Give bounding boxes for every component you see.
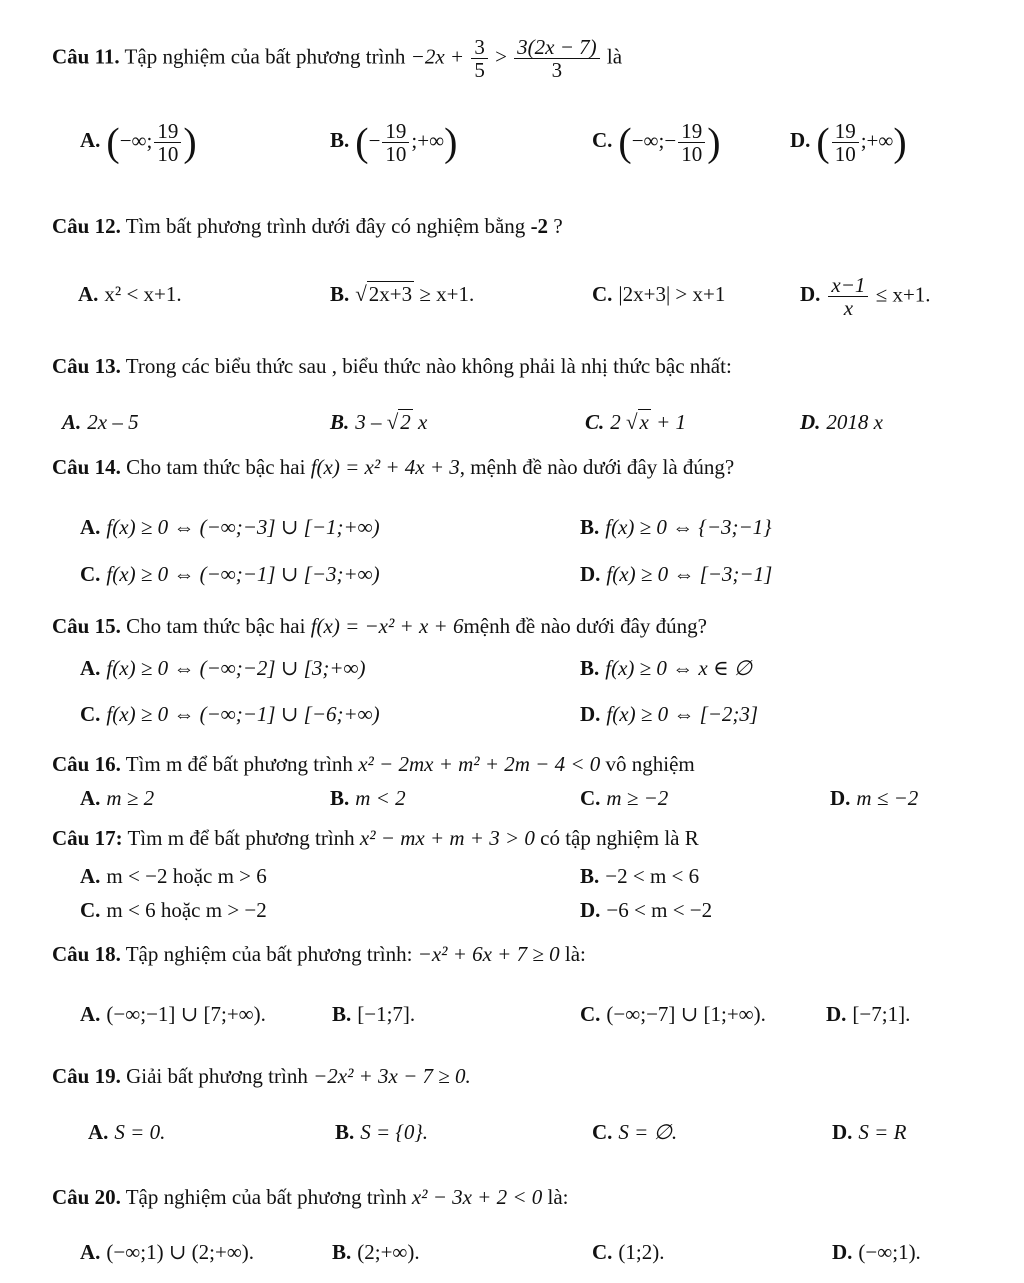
option-b[interactable]: B. 3 – √2 x — [330, 410, 428, 434]
option-d[interactable]: D. f(x) ≥ 0 ⇔ [−2;3] — [580, 702, 759, 726]
option-a[interactable]: A. (−∞;1) ∪ (2;+∞). — [80, 1240, 255, 1264]
option-c[interactable]: C. m < 6 hoặc m > −2 — [80, 898, 267, 922]
math-lhs: −2x + — [410, 44, 470, 69]
option-c[interactable]: C. m ≥ −2 — [580, 786, 669, 810]
option-a[interactable]: A. S = 0. — [88, 1120, 166, 1144]
question-tail: là: — [559, 942, 586, 966]
option-b[interactable]: B. f(x) ≥ 0 ⇔ x ∈ ∅ — [580, 656, 753, 680]
option-c[interactable]: C. |2x+3| > x+1 — [592, 282, 726, 306]
option-d[interactable]: D. f(x) ≥ 0 ⇔ [−3;−1] — [580, 562, 773, 586]
option-b[interactable]: B. √2x+3 ≥ x+1. — [330, 282, 475, 306]
option-d[interactable]: D. −6 < m < −2 — [580, 898, 713, 922]
option-d[interactable]: D. [−7;1]. — [826, 1002, 911, 1026]
question-label: Câu 16. — [52, 752, 121, 776]
option-b[interactable]: B. (2;+∞). — [332, 1240, 420, 1264]
question-label: Câu 14. — [52, 455, 121, 479]
question-label: Câu 12. — [52, 214, 121, 238]
question-text: Giải bất phương trình — [120, 1064, 314, 1088]
option-c[interactable]: C. (−∞;− $\frac{19}{10}$ ) — [592, 119, 721, 167]
fraction: $\frac{3}{5}$ — [471, 36, 488, 81]
option-b[interactable]: B. S = {0}. — [335, 1120, 428, 1144]
option-d[interactable]: D. ( $\frac{19}{10}$ ;+∞) — [790, 119, 907, 167]
option-d[interactable]: D. $\frac{x-1}{x}$ ≤ x+1. — [800, 273, 931, 321]
question-label: Câu 18. — [52, 942, 121, 966]
question-text: Tìm m để bất phương trình — [120, 752, 359, 776]
fraction: $\frac{3(2x - 7)}{3}$ — [514, 36, 599, 81]
question-14 — [52, 455, 994, 480]
math-expression: −x² + 6x + 7 ≥ 0 — [417, 942, 560, 966]
question-label: Câu 13. — [52, 354, 121, 378]
question-tail: có tập nghiệm là R — [534, 826, 699, 850]
option-c[interactable]: C. f(x) ≥ 0 ⇔ (−∞;−1] ∪ [−6;+∞) — [80, 702, 380, 726]
math-expression: x² − 2mx + m² + 2m − 4 < 0 — [358, 752, 601, 776]
option-a[interactable]: A. f(x) ≥ 0 ⇔ (−∞;−2] ∪ [3;+∞) — [80, 656, 366, 680]
question-text: Trong các biểu thức sau , biểu thức nào không phải là nhị thức bậc nhất: — [120, 354, 732, 378]
question-18 — [52, 942, 994, 967]
option-c[interactable]: C. (−∞;−7] ∪ [1;+∞). — [580, 1002, 766, 1026]
option-d[interactable]: D. (−∞;1). — [832, 1240, 921, 1264]
option-a[interactable]: A. m ≥ 2 — [80, 786, 155, 810]
question-11 — [52, 36, 994, 81]
option-a[interactable]: A. 2x – 5 — [62, 410, 139, 434]
question-text: Tập nghiệm của bất phương trình — [120, 1185, 412, 1209]
option-b[interactable]: B. (− $\frac{19}{10}$ ;+∞) — [330, 119, 458, 167]
question-13 — [52, 354, 994, 379]
math-operator: > — [489, 44, 513, 69]
option-d[interactable]: D. 2018 x — [800, 410, 883, 434]
question-label: Câu 20. — [52, 1185, 121, 1209]
question-text: Cho tam thức bậc hai — [120, 614, 311, 638]
option-b[interactable]: B. −2 < m < 6 — [580, 864, 700, 888]
question-tail: ? — [548, 214, 563, 238]
question-text: Tập nghiệm của bất phương trình: — [120, 942, 418, 966]
question-12 — [52, 214, 994, 239]
option-a[interactable]: A. m < −2 hoặc m > 6 — [80, 864, 267, 888]
question-text: Tìm m để bất phương trình — [122, 826, 360, 850]
option-c[interactable]: C. 2 √x + 1 — [585, 410, 687, 434]
option-b[interactable]: B. f(x) ≥ 0 ⇔ {−3;−1} — [580, 515, 772, 539]
question-19 — [52, 1064, 994, 1089]
question-label: Câu 17: — [52, 826, 123, 850]
question-label: Câu 15. — [52, 614, 121, 638]
math-expression: −2x² + 3x − 7 ≥ 0. — [313, 1064, 471, 1088]
question-tail: vô nghiệm — [600, 752, 695, 776]
question-16 — [52, 752, 994, 777]
question-label: Câu 19. — [52, 1064, 121, 1088]
option-b[interactable]: B. [−1;7]. — [332, 1002, 416, 1026]
math-expression: f(x) = x² + 4x + 3 — [310, 455, 460, 479]
question-text: Tập nghiệm của bất phương trình — [119, 44, 411, 69]
option-c[interactable]: C. S = ∅. — [592, 1120, 678, 1144]
option-c[interactable]: C. f(x) ≥ 0 ⇔ (−∞;−1] ∪ [−3;+∞) — [80, 562, 380, 586]
option-c[interactable]: C. (1;2). — [592, 1240, 665, 1264]
option-a[interactable]: A. x² < x+1. — [78, 282, 182, 306]
question-label: Câu 11. — [52, 44, 120, 69]
question-15 — [52, 614, 994, 639]
option-b[interactable]: B. m < 2 — [330, 786, 406, 810]
question-tail: , mệnh đề nào dưới đây là đúng? — [459, 455, 735, 479]
question-text: Tìm bất phương trình dưới đây có nghiệm bằng — [120, 214, 531, 238]
option-d[interactable]: D. m ≤ −2 — [830, 786, 919, 810]
option-a[interactable]: A. (−∞;−1] ∪ [7;+∞). — [80, 1002, 266, 1026]
math-expression: x² − 3x + 2 < 0 — [411, 1185, 543, 1209]
math-expression: f(x) = −x² + x + 6 — [310, 614, 464, 638]
option-a[interactable]: A. (−∞; $\frac{19}{10}$ ) — [80, 119, 197, 167]
option-a[interactable]: A. f(x) ≥ 0 ⇔ (−∞;−3] ∪ [−1;+∞) — [80, 515, 380, 539]
option-d[interactable]: D. S = R — [832, 1120, 907, 1144]
question-text: Cho tam thức bậc hai — [120, 455, 311, 479]
question-17 — [52, 826, 994, 851]
math-expression: x² − mx + m + 3 > 0 — [359, 826, 535, 850]
question-tail: là — [601, 44, 623, 69]
question-value: -2 — [530, 214, 549, 238]
question-tail: mệnh đề nào dưới đây đúng? — [463, 614, 707, 638]
question-tail: là: — [542, 1185, 569, 1209]
question-20 — [52, 1185, 994, 1210]
